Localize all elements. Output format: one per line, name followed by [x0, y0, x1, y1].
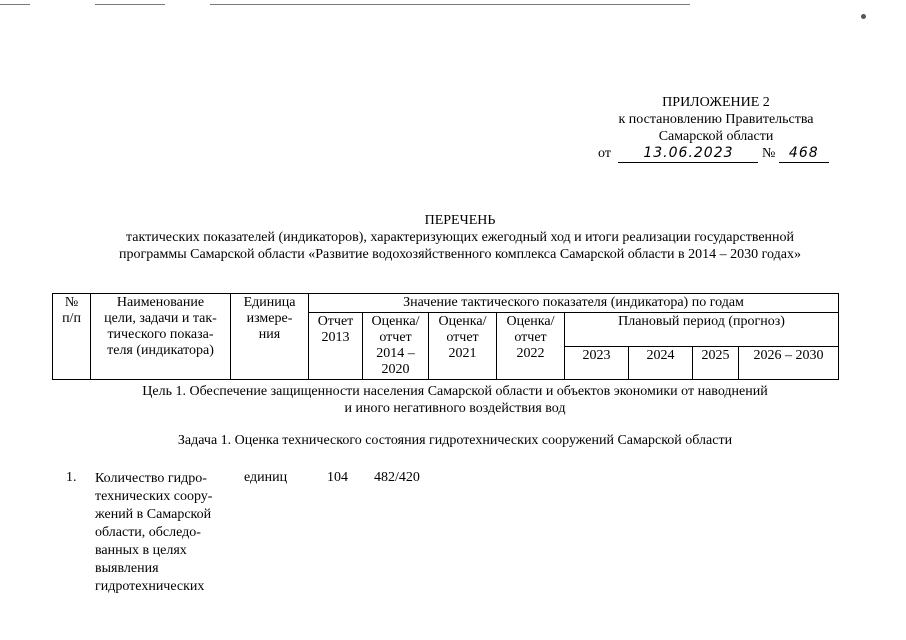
header-cell-unit: Единица измере- ния	[231, 294, 309, 380]
handwritten-number: 468	[779, 145, 829, 163]
appendix-block	[596, 94, 836, 163]
indicators-table-header	[52, 293, 839, 380]
row-indicator-name: Количество гидро- технических соору- жений в Самарской области, обследо- ванных в целях выявления гидротехнических	[95, 471, 213, 594]
row-number: 1.	[66, 470, 77, 485]
row-value-2013: 104	[327, 470, 348, 485]
header-cell-values: Значение тактического показателя (индикатора) по годам	[309, 294, 839, 313]
number-prefix: №	[761, 146, 776, 161]
row-unit: единиц	[244, 470, 288, 485]
header-cell-planned: Плановый период (прогноз)	[565, 313, 839, 347]
scan-border-line	[210, 4, 690, 5]
scan-border-line	[0, 4, 30, 5]
header-cell-2023: 2023	[565, 346, 629, 380]
header-cell-2025: 2025	[693, 346, 739, 380]
header-cell-2021: Оценка/ отчет 2021	[429, 313, 497, 380]
document-subtitle-line: тактических показателей (индикаторов), характеризующих ежегодный ход и итоги реализации государственной	[125, 230, 795, 245]
header-cell-name: Наименование цели, задачи и так- тического показа- теля (индикатора)	[91, 294, 231, 380]
appendix-line: к постановлению Правительства	[618, 112, 814, 127]
header-cell-2026-2030: 2026 – 2030	[739, 346, 839, 380]
handwritten-date: 13.06.2023	[618, 145, 758, 163]
goal-heading: Цель 1. Обеспечение защищенности населения Самарской области и объектов экономики от наводнений и иного негативного воздействия вод	[142, 384, 768, 416]
appendix-date-row	[596, 145, 836, 163]
header-cell-2013: Отчет 2013	[309, 313, 363, 380]
scan-border-line	[95, 4, 165, 5]
header-cell-2022: Оценка/ отчет 2022	[497, 313, 565, 380]
row-value-2014-2020: 482/420	[374, 470, 420, 485]
document-heading: ПЕРЕЧЕНЬ	[424, 213, 496, 228]
document-subtitle-line: программы Самарской области «Развитие водохозяйственного комплекса Самарской области в 2014 – 2030 годах»	[119, 247, 801, 262]
appendix-line: Самарской области	[658, 129, 774, 144]
appendix-title: ПРИЛОЖЕНИЕ 2	[662, 95, 770, 110]
scan-edge-mark	[861, 14, 866, 19]
header-cell-2014-2020: Оценка/ отчет 2014 – 2020	[363, 313, 429, 380]
header-cell-2024: 2024	[629, 346, 693, 380]
header-cell-number: № п/п	[53, 294, 91, 380]
task-heading: Задача 1. Оценка технического состояния гидротехнических сооружений Самарской области	[177, 433, 733, 448]
date-prefix: от	[598, 146, 611, 161]
